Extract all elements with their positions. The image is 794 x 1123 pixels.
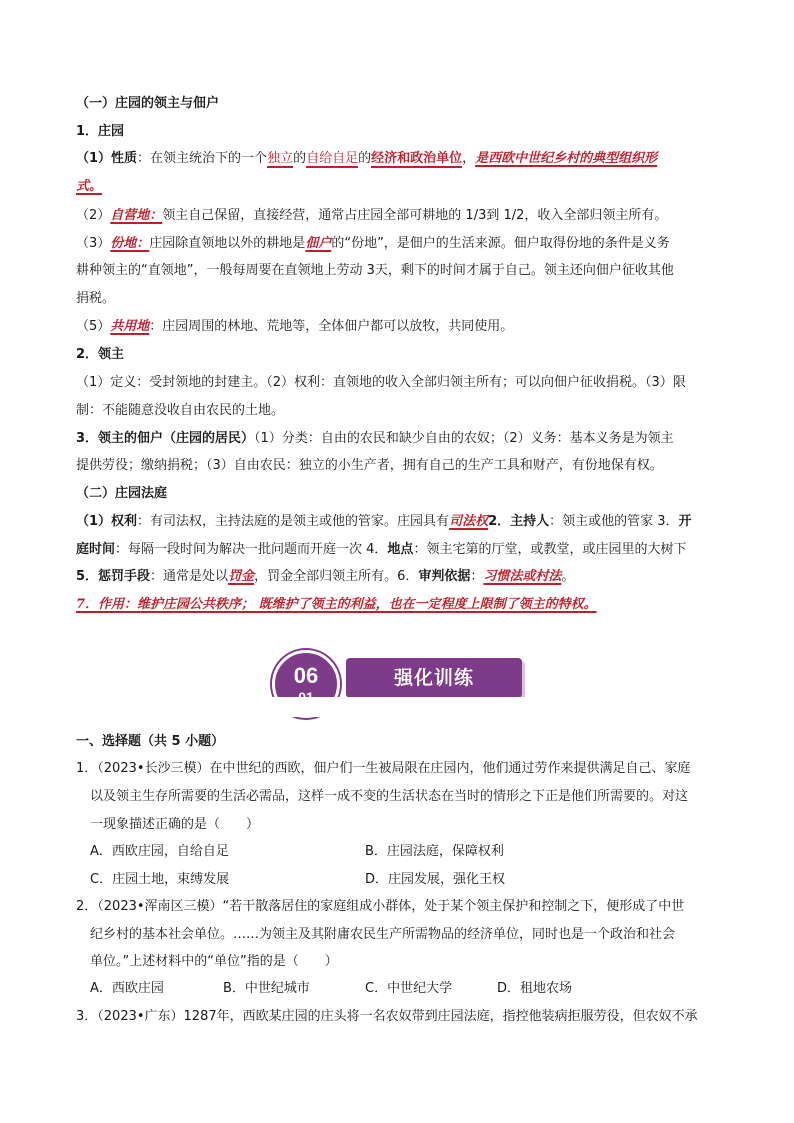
court-host-label: 主持人: [510, 514, 550, 529]
common-land-line: [76, 317, 724, 337]
q2-line1: 2．（2023•浑南区三模）“若干散落居住的家庭组成小群体，处于某个领主保护和控制之下，便形成了中世: [76, 899, 685, 914]
item2-title: 2．领主: [76, 347, 125, 362]
keyword-share-land: 份地：: [110, 236, 150, 251]
demesne-text: 领主自己保留，直接经营，通常占庄园全部可耕地的 1/3到 1/2，收入全部归领主所有。: [162, 208, 668, 223]
keyword-common-land: 共用地: [110, 319, 150, 334]
section-number: 06: [293, 663, 319, 688]
court-text: 。: [561, 569, 575, 584]
court-basis-label: 审判依据: [418, 569, 471, 584]
manor-nature-line2: [76, 177, 724, 197]
nature-text: 的: [293, 151, 307, 166]
q1-line1: 1．（2023•长沙三模）在中世纪的西欧，佃户们一生被局限在庄园内，他们通过劳作来提供满足自己、家庭: [76, 761, 691, 776]
keyword-fine: 罚金: [228, 569, 255, 584]
keyword-demesne: 自营地：: [110, 208, 163, 223]
keyword-typical-organization-end: 式。: [76, 179, 103, 194]
lord-line2: 制：不能随意没收自由农民的土地。: [76, 403, 285, 418]
share-text: 的“份地”，是佃户的生活来源。佃户取得份地的条件是义务: [331, 236, 670, 251]
q1-option-a[interactable]: A．西欧庄园，自给自足: [90, 844, 229, 859]
q1-option-d[interactable]: D．庄园发展，强化王权: [365, 872, 506, 887]
banner-mask: [0, 697, 794, 717]
tenant-text: （1）分类：自由的农民和缺少自由的农奴；（2）义务：基本义务是为领主: [254, 431, 674, 446]
q3-line1: 3．（2023•广东）1287年，西欧某庄园的庄头将一名农奴带到庄园法庭，指控他装病拒服劳役，但农奴不承: [76, 1009, 698, 1024]
nature-text: ：在领主统治下的一个: [137, 151, 268, 166]
court-line4: [76, 595, 724, 615]
manor-nature-line1: [76, 149, 724, 169]
q2-option-c[interactable]: C．中世纪大学: [365, 981, 453, 996]
tenant-line2: 提供劳役；缴纳捐税；（3）自由农民：独立的小生产者，拥有自己的生产工具和财产，有份地保有权。: [76, 458, 663, 473]
item1-title: 1．庄园: [76, 124, 125, 139]
share-land-line3: 捐税。: [76, 291, 116, 306]
share-text: 庄园除直领地以外的耕地是: [149, 236, 306, 251]
court-text: ：领主或他的管家 3．: [549, 514, 679, 529]
keyword-self-sufficient: 自给自足: [306, 151, 359, 166]
court-role-text: 7．作用：维护庄园公共秩序； 既维护了领主的利益，也在一定程度上限制了领主的特权。: [76, 597, 597, 612]
court-text: ：每隔一段时间为解决一批问题而开庭一次 4．: [115, 542, 388, 557]
nature-text: ，: [462, 151, 476, 166]
court-text: ：有司法权，主持法庭的是领主或他的管家。庄园具有: [137, 514, 450, 529]
q1-line2: 以及领主生存所需要的生活必需品，这样一成不变的生活状态在当时的情形之下正是他们所需要的。对这: [90, 789, 689, 804]
tenant-line1: [76, 429, 724, 449]
q2-option-b[interactable]: B．中世纪城市: [223, 981, 310, 996]
q1-line3: 一现象描述正确的是（ ）: [90, 817, 260, 832]
share-label: （3）: [76, 236, 111, 251]
keyword-judicial-power: 司法权: [449, 514, 489, 529]
keyword-independent: 独立: [267, 151, 294, 166]
common-text: ：庄园周围的林地、荒地等，全体佃户都可以放牧，共同使用。: [149, 319, 514, 334]
court-place-label: 地点: [387, 542, 414, 557]
q1-option-c[interactable]: C．庄园土地，束缚发展: [90, 872, 230, 887]
share-land-line2: 耕种领主的“直领地”，一般每周要在直领地上劳动 3天，剩下的时间才属于自己。领主还向佃户征收其他: [76, 263, 674, 278]
court-text: ：领主宅第的厅堂，或教堂，或庄园里的大树下: [413, 542, 687, 557]
q2-line3: 单位。”上述材料中的“单位”指的是（ ）: [90, 954, 338, 969]
banner-title: 强化训练: [346, 658, 522, 698]
court-line1: [76, 512, 724, 532]
item3-title: 3．领主的佃户（庄园的居民）: [76, 431, 255, 446]
section1-heading: （一）庄园的领主与佃户: [76, 96, 220, 111]
court-right-label: （1）权利: [76, 514, 138, 529]
court-penalty-label: 5．惩罚手段: [76, 569, 151, 584]
common-label: （5）: [76, 319, 111, 334]
court-line2: [76, 540, 724, 560]
court-time-label-start: 开: [678, 514, 692, 529]
nature-label: （1）性质: [76, 151, 138, 166]
nature-text: 的: [358, 151, 372, 166]
section2-heading: （二）庄园法庭: [76, 486, 168, 501]
court-time-label: 庭时间: [76, 542, 116, 557]
court-text: ：: [470, 569, 484, 584]
court-line3: [76, 567, 724, 587]
q2-line2: 纪乡村的基本社会单位。……为领主及其附庸农民生产所需物品的经济单位，同时也是一个政治和社会: [90, 927, 676, 942]
court-text: ：通常是处以: [150, 569, 229, 584]
keyword-tenant: 佃户: [305, 236, 332, 251]
lord-line1: （1）定义：受封领地的封建主。（2）权利：直领地的收入全部归领主所有；可以向佃户征收捐税。（3）限: [76, 375, 686, 390]
q2-option-d[interactable]: D．租地农场: [497, 981, 573, 996]
q1-option-b[interactable]: B．庄园法庭，保障权利: [365, 844, 504, 859]
demesne-label: （2）: [76, 208, 111, 223]
q2-option-a[interactable]: A．西欧庄园: [90, 981, 164, 996]
court-text: 2．: [488, 514, 511, 529]
court-text: ，罚金全部归领主所有。6．: [254, 569, 419, 584]
demesne-line: [76, 206, 724, 226]
keyword-typical-organization: 是西欧中世纪乡村的典型组织形: [475, 151, 658, 166]
keyword-economic-political-unit: 经济和政治单位: [371, 151, 463, 166]
share-land-line1: [76, 234, 724, 254]
exercise-heading: 一、选择题（共 5 小题）: [76, 734, 225, 749]
keyword-customary-law: 习惯法或村法: [483, 569, 562, 584]
